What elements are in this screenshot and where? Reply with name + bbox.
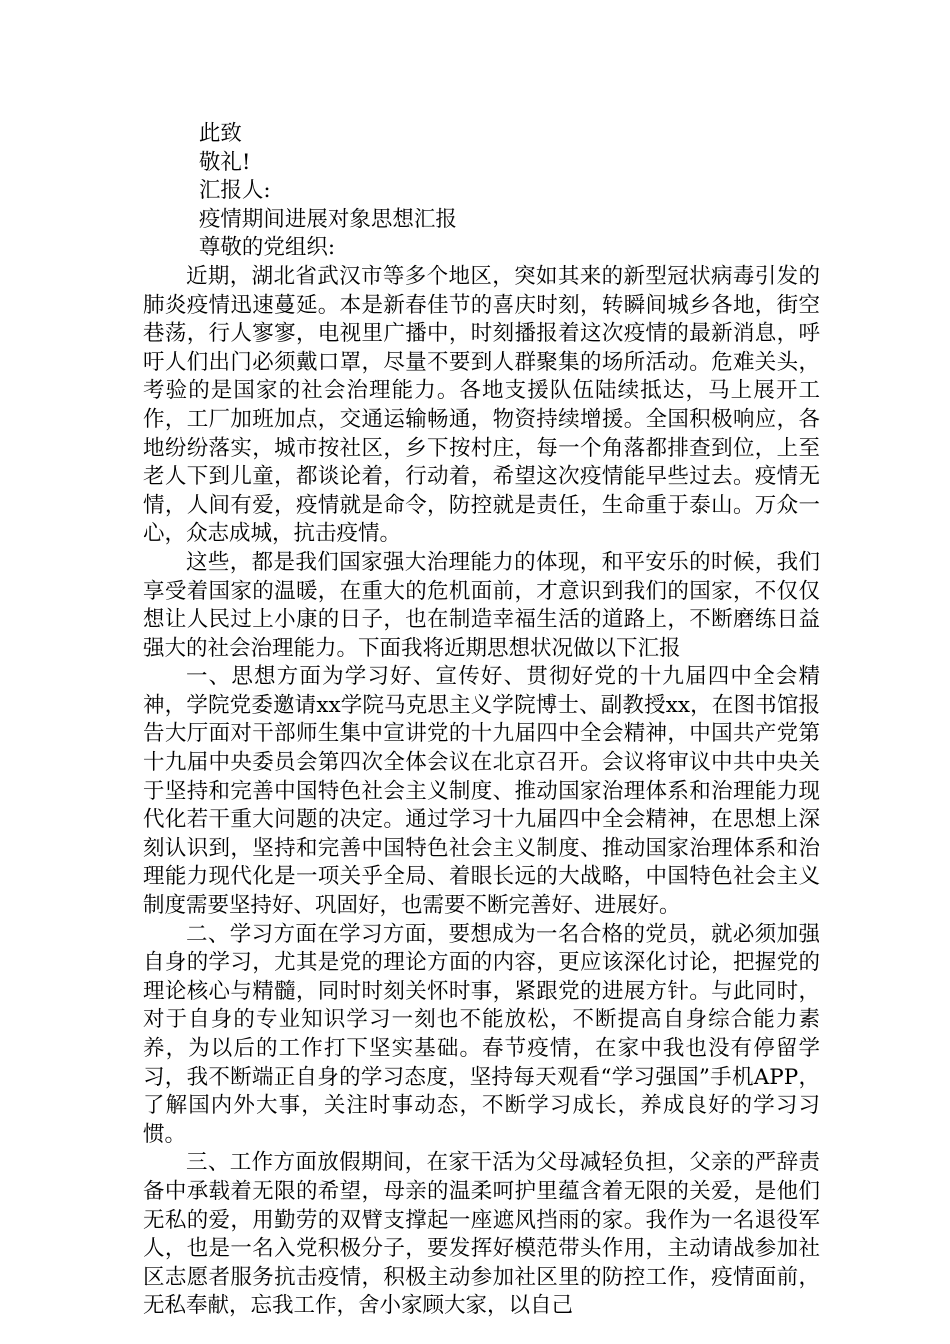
paragraph-study-section: 二、学习方面在学习方面，要想成为一名合格的党员，就必须加强自身的学习，尤其是党的理论方面的内容，更应该深化讨论，把握党的理论核心与精髓，同时时刻关怀时事，紧跟党的进展方针。与此同时，对于自身的专业知识学习一刻也不能放松，不断提高自身综合能力素养，为以后的工作打下坚实基础。春节疫情，在家中我也没有停留学习，我不断端正自身的学习态度，坚持每天观看“学习强国”手机APP，了解国内外大事，关注时事动态，不断学习成长，养成良好的学习习惯。 — [143, 921, 820, 1147]
paragraph-work-section: 三、工作方面放假期间，在家干活为父母减轻负担，父亲的严辞责备中承载着无限的希望，母亲的温柔呵护里蕴含着无限的关爱，是他们无私的爱，用勤劳的双臂支撑起一座遮风挡雨的家。我作为一名退役军人，也是一名入党积极分子，要发挥好模范带头作用，主动请战参加社区志愿者服务抗击疫情，积极主动参加社区里的防控工作，疫情面前，无私奉献，忘我工作，舍小家顾大家，以自己 — [143, 1150, 820, 1319]
salutation: 尊敬的党组织: — [198, 235, 336, 261]
paragraph-epidemic-situation: 近期，湖北省武汉市等多个地区，突如其来的新型冠状病毒引发的肺炎疫情迅速蔓延。本是新春佳节的喜庆时刻，转瞬间城乡各地，街空巷荡，行人寥寥，电视里广播中，时刻播报着这次疫情的最新消息，呼吁人们出门必须戴口罩，尽量不要到人群聚集的场所活动。危难关头，考验的是国家的社会治理能力。各地支援队伍陆续抵达，马上展开工作，工厂加班加点，交通运输畅通，物资持续增援。全国积极响应，各地纷纷落实，城市按社区，乡下按村庄，每一个角落都排查到位，上至老人下到儿童，都谈论着，行动着，希望这次疫情能早些过去。疫情无情，人间有爱，疫情就是命令，防控就是责任，生命重于泰山。万众一心，众志成城，抗击疫情。 — [143, 263, 820, 547]
paragraph-thought-section: 一、思想方面为学习好、宣传好、贯彻好党的十九届四中全会精神，学院党委邀请xx学院马克思主义学院博士、副教授xx，在图书馆报告大厅面对干部师生集中宣讲党的十九届四中全会精神，中国共产党第十九届中央委员会第四次全体会议在北京召开。会议将审议中共中央关于坚持和完善中国特色社会主义制度、推动国家治理体系和治理能力现代化若干重大问题的决定。通过学习十九届四中全会精神，在思想上深刻认识到，坚持和完善中国特色社会主义制度、推动国家治理体系和治理能力现代化是一项关乎全局、着眼长远的大战略，中国特色社会主义制度需要坚持好、巩固好，也需要不断完善好、进展好。 — [143, 664, 820, 919]
paragraph-national-governance: 这些，都是我们国家强大治理能力的体现，和平安乐的时候，我们享受着国家的温暖，在重大的危机面前，才意识到我们的国家，不仅仅想让人民过上小康的日子，也在制造幸福生活的道路上，不断磨练日益强大的社会治理能力。下面我将近期思想状况做以下汇报 — [143, 549, 820, 661]
document-title: 疫情期间进展对象思想汇报 — [198, 206, 457, 232]
closing-cizhi: 此致 — [198, 121, 242, 146]
closing-jingli: 敬礼! — [198, 149, 251, 175]
reporter-label: 汇报人: — [198, 178, 271, 204]
